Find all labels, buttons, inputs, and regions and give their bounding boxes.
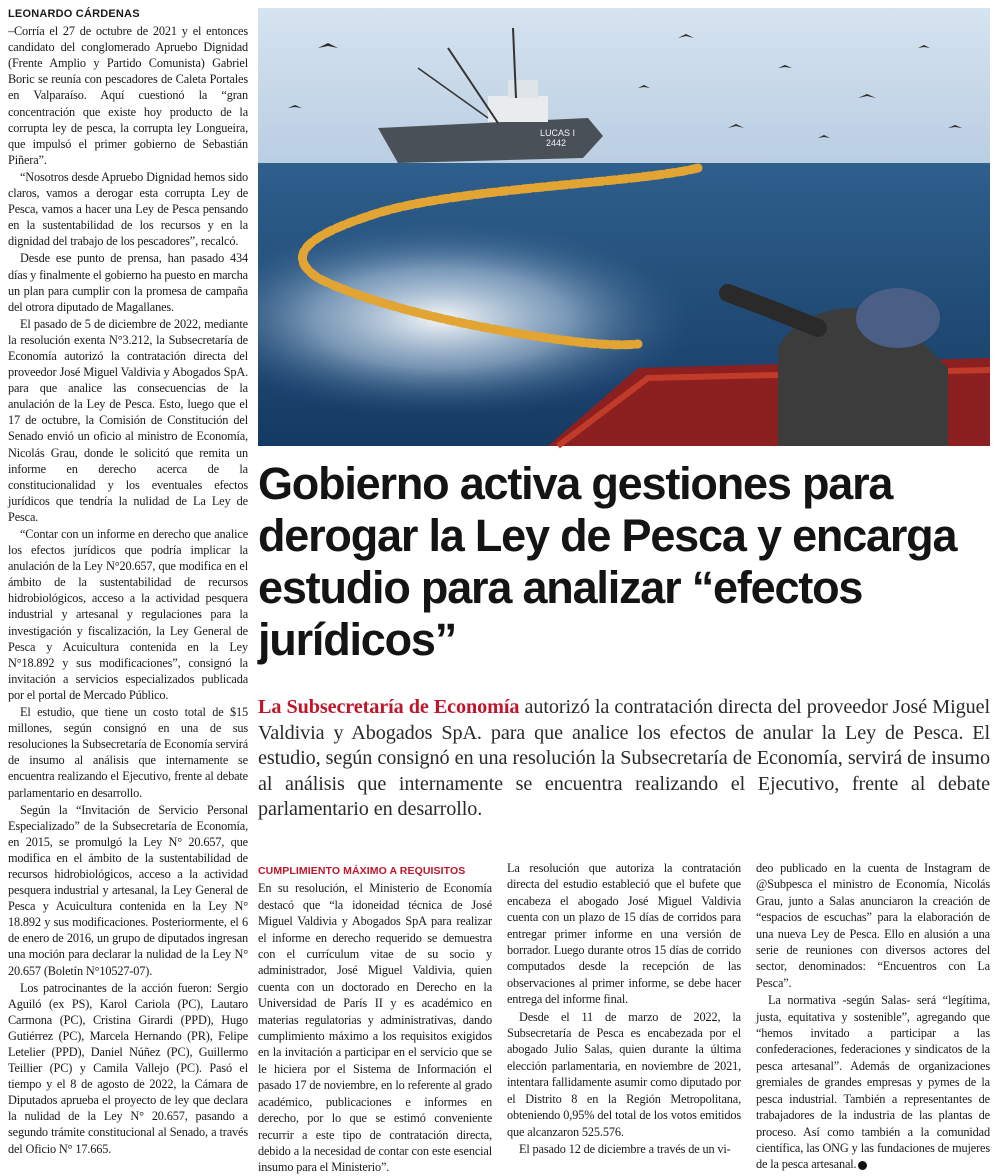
paragraph: La resolución que autoriza la contratación directa del estudio estableció que el bufete que encabeza el abogado José Miguel Valdivia cuenta con un plazo de 15 días de corridos para entregar primer informe en una versión de borrador. Luego durante otros 15 días de corrido computados desde la recepción de las observaciones al primer informe, se debe hacer entrega del informe final.: [507, 861, 741, 1007]
paragraph: Según la “Invitación de Servicio Personal Especializado” de la Subsecretaría de Economía, en 2015, se promulgó la Ley N° 20.657, que modifica en el ámbito de la sustentabilidad de recursos hidrobiológicos, acceso a la actividad pesquera industrial y artesanal, la Ley General de Pesca y Acuicultura contenida en la Ley N° 18.892 y sus modificaciones. Posteriormente, el 6 de enero de 2016, un grupo de diputados ingresan una moción para declarar la nulidad de la Ley N° 20.657 (Boletín N°10527-07).: [8, 802, 248, 978]
column-1: [258, 860, 492, 1175]
paragraph: “Nosotros desde Apruebo Dignidad hemos sido claros, vamos a derogar esta corrupta Ley de Pesca, vamos a hacer una Ley de Pesca pensando en la sustentabilidad de los recursos y en la dignidad del trabajo de los pescadores”, recalcó.: [8, 169, 248, 249]
paragraph: deo publicado en la cuenta de Instagram de @Subpesca el ministro de Economía, Nicolás Grau, junto a Salas anunciaron la creación de “espacios de escuchas” para la elaboración de una nueva Ley de Pesca. Ello en alusión a una serie de reuniones con diversos actores del sector, denominados: “Encuentros con La Pesca”.: [756, 861, 990, 990]
end-of-article-icon: [858, 1161, 867, 1170]
boat-number: 2442: [546, 138, 567, 148]
paragraph: En su resolución, el Ministerio de Economía destacó que “la idoneidad técnica de José Miguel Valdivia y Abogados SpA para realizar el informe en derecho requerido se demuestra con el currículum vitae de su socio y administrador, José Miguel Valdivia, quien cuenta con un doctorado en Derecho en la Universidad de París II y es académico en materias regulatorias y administrativas, dando cumplimiento máximo a los requisitos exigidos en la invitación a participar en el servicio que se le hiciera por el Sistema de Información el pasado 17 de noviembre, en lo referente al grado académico, publicaciones e informes en derecho, por lo que se estimó conveniente recurrir a este tipo de contratación directa, debido a la necesidad de contar con este esencial insumo para el Ministerio”.: [258, 881, 492, 1175]
lead-kicker: La Subsecretaría de Economía: [258, 696, 520, 718]
headline: Gobierno activa gestiones para derogar la Ley de Pesca y encarga estudio para analizar “efectos jurídicos”: [258, 458, 957, 665]
paragraph: Desde ese punto de prensa, han pasado 434 días y finalmente el gobierno ha puesto en marcha un plan para cumplir con la promesa de campaña del otrora diputado de Magallanes.: [8, 251, 248, 314]
paragraph: El pasado de 5 de diciembre de 2022, mediante la resolución exenta N°3.212, la Subsecretaría de Economía autorizó la contratación directa del proveedor José Miguel Valdivia y Abogados SpA. para que analice las consecuencias de la anulación de la Ley de Pesca. Esto, luego que el 17 de octubre, la Comisión de Constitución del Senado envió un oficio al ministro de Economía, Nicolás Grau, donde le solicitó que remita un informe en derecho acerca de la constitucionalidad y los eventuales efectos jurídicos que tendría la nulidad de La Ley de Pesca.: [8, 316, 248, 524]
fishing-boat-photo: [258, 8, 990, 446]
paragraph: “Contar con un informe en derecho que analice los efectos jurídicos que podría implicar la anulación de la Ley N°20.657, que modifica en el ámbito de la sustentabilidad de recursos hidrobiológicos, acceso a la actividad pesquera industrial y artesanal y regulaciones para la investigación y fiscalización, la Ley General de Pesca y Acuicultura contenida en la Ley N°18.892 y sus modificaciones”, consignó la invitación a servicios especializados publicada por el portal de Mercado Público.: [8, 527, 248, 702]
paragraph-text: La normativa -según Salas- será “legítima, justa, equitativa y sostenible”, agregando que “hemos invitado a participar a las confederaciones, federaciones y sindicatos de la pesca artesanal”. Además de organizaciones gremiales de grandes empresas y pymes de la pesca industrial. También a representantes de trabajadores de la industria de las plantas de proceso. Así como también a la comunidad científica, las ONG y las fundaciones de mujeres de la pesca artesanal.: [756, 993, 990, 1172]
paragraph: [756, 992, 990, 1172]
paragraph: El pasado 12 de diciembre a través de un vi-: [519, 1141, 731, 1156]
lead-text: autorizó la contratación directa del proveedor José Miguel Valdivia y Abogados SpA. para que analice los efectos de anular la Ley de Pesca. El estudio, según consignó en una resolución la Subsecretaría de Economía, servirá de insumo al análisis que internamente se encuentra realizando el Ejecutivo, frente al debate parlamentario en desarrollo.: [258, 696, 990, 820]
paragraph: El estudio, que tiene un costo total de $15 millones, según consignó en una de sus resoluciones la Subsecretaría de Economía servirá de insumo al análisis que internamente se encuentra realizando el Ejecutivo, frente al debate parlamentario en desarrollo.: [8, 705, 248, 800]
section-subhead: CUMPLIMIENTO MÁXIMO A REQUISITOS: [258, 865, 466, 877]
paragraph: –Corría el 27 de octubre de 2021 y el entonces candidato del conglomerado Apruebo Dignidad (Frente Amplio y Partido Comunista) Gabriel Boric se reunía con pescadores de Caleta Portales en Valparaíso. Aquí cuestionó la “gran concentración que existe hoy producto de la corrupta ley de pesca, la corrupta ley Longueira, que impulsó el primer gobierno de Sebastián Piñera”.: [8, 24, 248, 167]
boat-label: LUCAS I: [540, 128, 576, 138]
paragraph: Desde el 11 de marzo de 2022, la Subsecretaría de Pesca es encabezada por el abogado Julio Salas, quien durante la última elección parlamentaria, en noviembre de 2021, intentara fallidamente asumir como diputado por el Distrito 8 en la Región Metropolitana, obteniendo 0,95% del total de los votos emitidos que alcanzaron 525.576.: [507, 1009, 741, 1139]
column-2: [507, 860, 741, 1160]
lead-paragraph: [258, 695, 990, 823]
paragraph: Los patrocinantes de la acción fueron: Sergio Aguiló (ex PS), Karol Cariola (PC), Lautaro Carmona (PC), Cristina Girardi (PPD), Hugo Gutiérrez (PC), Marcela Hernando (PR), Felipe Letelier (PPD), Daniel Núñez (PC), Guillermo Teillier (PC) y Camila Vallejo (PC). Pasó el tiempo y el 8 de agosto de 2022, la Cámara de Diputados aprueba el proyecto de ley que declara la nulidad de la Ley N° 20.657, pasando a segundo trámite constitucional al Senado, a través del Oficio N° 17.665.: [8, 980, 248, 1156]
byline: LEONARDO CÁRDENAS: [8, 8, 140, 20]
left-column: [8, 6, 248, 1166]
column-3: [756, 860, 990, 1172]
